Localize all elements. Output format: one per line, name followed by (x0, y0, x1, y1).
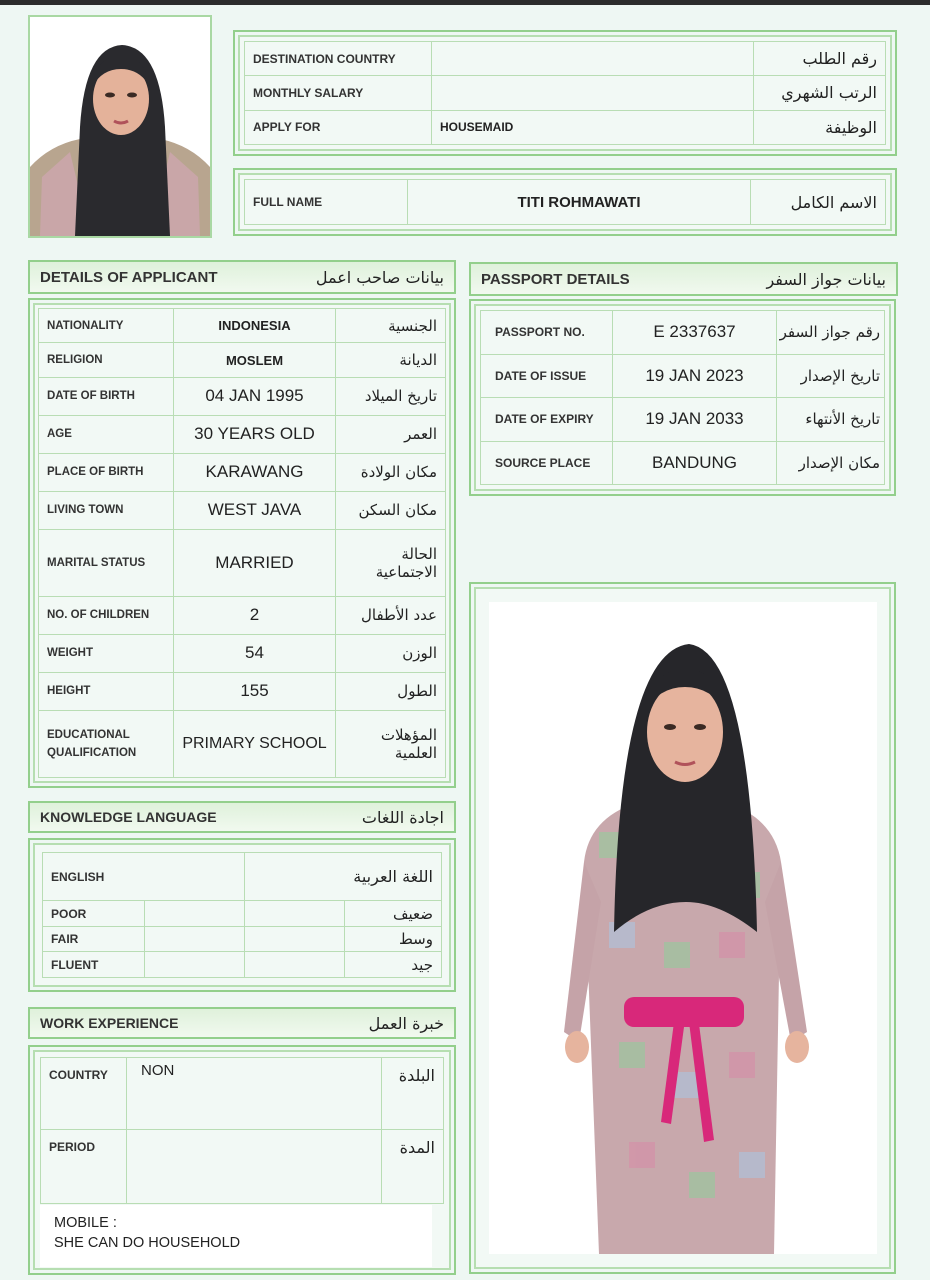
applicant-field-label: AGE (39, 415, 174, 453)
language-english-header: ENGLISH (43, 853, 245, 901)
applicant-section-title: DETAILS OF APPLICANT (40, 268, 218, 286)
job-field-label: APPLY FOR (245, 110, 432, 144)
applicant-details-table (38, 308, 446, 778)
language-level-arabic: ضعيف (345, 901, 442, 927)
job-info-frame (233, 30, 897, 156)
job-field-arabic: رقم الطلب (754, 42, 886, 76)
portrait-photo-frame (28, 15, 212, 238)
passport-row (481, 441, 885, 485)
full-name-label: FULL NAME (245, 180, 408, 225)
job-field-arabic: الوظيفة (754, 110, 886, 144)
passport-section-title-arabic: بيانات جواز السفر (766, 269, 886, 289)
applicant-field-value: 2 (174, 596, 336, 634)
remarks-note: SHE CAN DO HOUSEHOLD (54, 1235, 241, 1251)
language-level-row (43, 926, 442, 952)
work-section-title-arabic: خبرة العمل (368, 1013, 444, 1033)
language-level-arabic: وسط (345, 926, 442, 952)
language-level-row (43, 901, 442, 927)
applicant-field-arabic: الحالة الاجتماعية (336, 529, 446, 596)
mobile-label: MOBILE : (54, 1215, 117, 1231)
work-period-label: PERIOD (41, 1130, 127, 1204)
applicant-field-label: MARITAL STATUS (39, 529, 174, 596)
applicant-field-arabic: الديانة (336, 343, 446, 377)
full-name-value: TITI ROHMAWATI (408, 180, 751, 225)
work-country-arabic: البلدة (382, 1058, 444, 1130)
applicant-row (39, 491, 446, 529)
passport-row (481, 354, 885, 398)
top-edge (0, 0, 930, 5)
language-section-title: KNOWLEDGE LANGUAGE (40, 809, 217, 825)
applicant-field-value: PRIMARY SCHOOL (174, 710, 336, 777)
passport-field-arabic: تاريخ الإصدار (777, 354, 885, 398)
arabic-level-checkbox-cell (245, 952, 345, 978)
passport-section-title: PASSPORT DETAILS (481, 270, 630, 288)
portrait-photo (30, 17, 210, 236)
applicant-field-value: 30 YEARS OLD (174, 415, 336, 453)
language-section-header (28, 801, 456, 833)
remarks-box (40, 1205, 432, 1267)
passport-field-label: DATE OF EXPIRY (481, 398, 613, 442)
applicant-field-arabic: الطول (336, 672, 446, 710)
work-period-arabic: المدة (382, 1130, 444, 1204)
applicant-field-arabic: مكان الولادة (336, 453, 446, 491)
applicant-section-header (28, 260, 456, 294)
language-table (42, 852, 442, 978)
language-level-label: FAIR (43, 926, 145, 952)
applicant-row (39, 309, 446, 343)
applicant-field-value: INDONESIA (174, 309, 336, 343)
passport-field-value: BANDUNG (613, 441, 777, 485)
passport-section-header (469, 262, 898, 296)
full-body-photo (489, 602, 877, 1254)
work-period-value (127, 1130, 382, 1204)
passport-field-arabic: مكان الإصدار (777, 441, 885, 485)
applicant-field-label: PLACE OF BIRTH (39, 453, 174, 491)
language-level-label: POOR (43, 901, 145, 927)
language-arabic-header: اللغة العربية (245, 853, 442, 901)
language-level-arabic: جيد (345, 952, 442, 978)
applicant-field-arabic: المؤهلات العلمية (336, 710, 446, 777)
arabic-level-checkbox-cell (245, 926, 345, 952)
applicant-field-value: KARAWANG (174, 453, 336, 491)
language-frame (28, 838, 456, 992)
english-level-checkbox-cell (145, 952, 245, 978)
applicant-row (39, 529, 446, 596)
job-field-value: HOUSEMAID (432, 110, 754, 144)
job-info-row (245, 76, 886, 110)
applicant-field-value: MOSLEM (174, 343, 336, 377)
passport-field-label: SOURCE PLACE (481, 441, 613, 485)
job-field-arabic: الرتب الشهري (754, 76, 886, 110)
applicant-field-label: EDUCATIONAL QUALIFICATION (39, 710, 174, 777)
applicant-field-arabic: الوزن (336, 634, 446, 672)
applicant-row (39, 343, 446, 377)
applicant-field-value: WEST JAVA (174, 491, 336, 529)
job-info-row (245, 110, 886, 144)
job-info-table (244, 41, 886, 145)
work-country-label: COUNTRY (41, 1058, 127, 1130)
applicant-field-arabic: العمر (336, 415, 446, 453)
full-body-photo-frame (469, 582, 896, 1274)
applicant-field-label: NO. OF CHILDREN (39, 596, 174, 634)
language-section-title-arabic: اجادة اللغات (361, 807, 444, 827)
english-level-checkbox-cell (145, 926, 245, 952)
applicant-row (39, 634, 446, 672)
applicant-field-label: HEIGHT (39, 672, 174, 710)
full-body-photo-area (489, 602, 877, 1254)
applicant-row (39, 710, 446, 777)
applicant-field-value: 54 (174, 634, 336, 672)
applicant-field-label: LIVING TOWN (39, 491, 174, 529)
passport-field-arabic: رقم جواز السفر (777, 311, 885, 355)
language-level-row (43, 952, 442, 978)
applicant-row (39, 596, 446, 634)
arabic-level-checkbox-cell (245, 901, 345, 927)
job-field-value (432, 42, 754, 76)
passport-field-label: PASSPORT NO. (481, 311, 613, 355)
job-field-label: MONTHLY SALARY (245, 76, 432, 110)
applicant-section-title-arabic: بيانات صاحب اعمل (315, 267, 444, 287)
applicant-field-arabic: تاريخ الميلاد (336, 377, 446, 415)
passport-field-label: DATE OF ISSUE (481, 354, 613, 398)
applicant-row (39, 415, 446, 453)
job-info-row (245, 42, 886, 76)
applicant-field-value: 155 (174, 672, 336, 710)
job-field-value (432, 76, 754, 110)
passport-field-arabic: تاريخ الأنتهاء (777, 398, 885, 442)
applicant-field-label: WEIGHT (39, 634, 174, 672)
full-name-frame (233, 168, 897, 236)
applicant-field-arabic: عدد الأطفال (336, 596, 446, 634)
applicant-row (39, 453, 446, 491)
english-level-checkbox-cell (145, 901, 245, 927)
passport-field-value: E 2337637 (613, 311, 777, 355)
applicant-field-label: DATE OF BIRTH (39, 377, 174, 415)
full-name-arabic: الاسم الكامل (751, 180, 886, 225)
work-section-title: WORK EXPERIENCE (40, 1015, 179, 1031)
language-level-label: FLUENT (43, 952, 145, 978)
full-name-table (244, 179, 886, 225)
applicant-field-value: MARRIED (174, 529, 336, 596)
applicant-field-arabic: مكان السكن (336, 491, 446, 529)
passport-details-table (480, 310, 885, 485)
applicant-row (39, 672, 446, 710)
passport-details-frame (469, 299, 896, 496)
job-field-label: DESTINATION COUNTRY (245, 42, 432, 76)
passport-field-value: 19 JAN 2023 (613, 354, 777, 398)
passport-row (481, 311, 885, 355)
passport-row (481, 398, 885, 442)
passport-field-value: 19 JAN 2033 (613, 398, 777, 442)
work-country-value: NON (127, 1058, 382, 1130)
applicant-field-label: NATIONALITY (39, 309, 174, 343)
applicant-field-value: 04 JAN 1995 (174, 377, 336, 415)
applicant-row (39, 377, 446, 415)
work-experience-frame (28, 1045, 456, 1275)
work-section-header (28, 1007, 456, 1039)
applicant-details-frame (28, 298, 456, 788)
applicant-field-arabic: الجنسية (336, 309, 446, 343)
applicant-field-label: RELIGION (39, 343, 174, 377)
work-experience-table (40, 1057, 444, 1204)
